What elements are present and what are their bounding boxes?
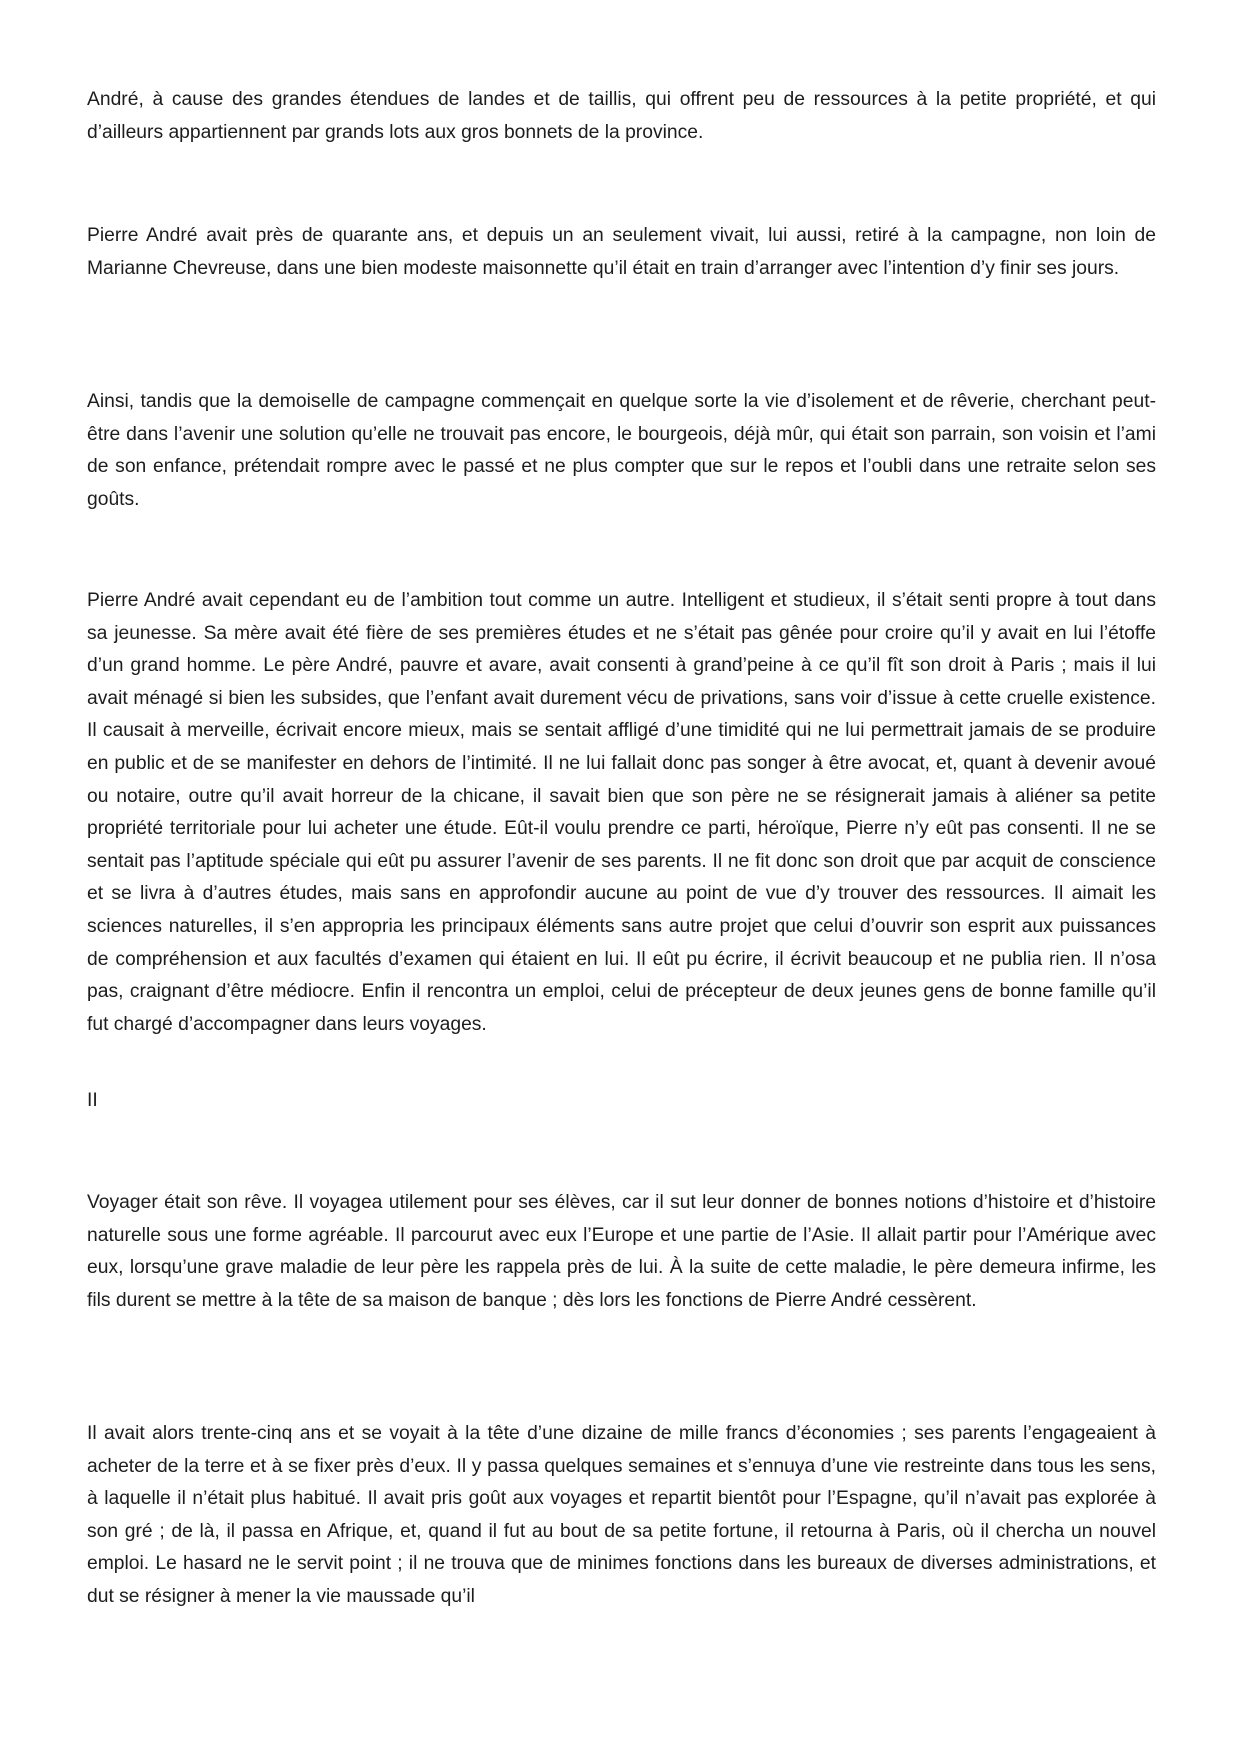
paragraph-4: Pierre André avait cependant eu de l’ambition tout comme un autre. Intelligent et studieux, il s’était senti propre à tout dans sa jeunesse. Sa mère avait été fière de ses premières études et ne s’était pas gênée pour croire qu’il y avait en lui l’étoffe d’un grand homme. Le père André, pauvre et avare, avait consenti à grand’peine à ce qu’il fît son droit à Paris ; mais il lui avait ménagé si bien les subsides, que l’enfant avait durement vécu de privations, sans voir d’issue à cette cruelle existence. Il causait à merveille, écrivait encore mieux, mais se sentait affligé d’une timidité qui ne lui permettrait jamais de se produire en public et de se manifester en dehors de l’intimité. Il ne lui fallait donc pas songer à être avocat, et, quant à devenir avoué ou notaire, outre qu’il avait horreur de la chicane, il savait bien que son père ne se résignerait jamais à aliéner sa petite propriété territoriale pour lui acheter une étude. Eût-il voulu prendre ce parti, héroïque, Pierre n’y eût pas consenti. Il ne se sentait pas l’aptitude spéciale qui eût pu assurer l’avenir de ses parents. Il ne fit donc son droit que par acquit de conscience et se livra à d’autres études, mais sans en approfondir aucune au point de vue d’y trouver des ressources. Il aimait les sciences naturelles, il s’en appropria les principaux éléments sans autre projet que celui d’ouvrir son esprit aux puissances de compréhension et aux facultés d’examen qui étaient en lui. Il eût pu écrire, il écrivit beaucoup et ne publia rien. Il n’osa pas, craignant d’être médiocre. Enfin il rencontra un emploi, celui de précepteur de deux jeunes gens de bonne famille qu’il fut chargé d’accompagner dans leurs voyages. [87,590,1156,1035]
paragraph-5: Voyager était son rêve. Il voyagea utilement pour ses élèves, car il sut leur donner de bonnes notions d’histoire et d’histoire naturelle sous une forme agréable. Il parcourut avec eux l’Europe et une partie de l’Asie. Il allait partir pour l’Amérique avec eux, lorsqu’une grave maladie de leur père les rappela près de lui. À la suite de cette maladie, le père demeura infirme, les fils durent se mettre à la tête de sa maison de banque ; dès lors les fonctions de Pierre André cessèrent. [87,1192,1156,1311]
paragraph-6: Il avait alors trente-cinq ans et se voyait à la tête d’une dizaine de mille francs d’économies ; ses parents l’engageaient à acheter de la terre et à se fixer près d’eux. Il y passa quelques semaines et s’ennuya d’une vie restreinte dans tous les sens, à laquelle il n’était plus habitué. Il avait pris goût aux voyages et repartit bientôt pour l’Espagne, qu’il n’avait pas explorée à son gré ; de là, il passa en Afrique, et, quand il fut au bout de sa petite fortune, il retourna à Paris, où il chercha un nouvel emploi. Le hasard ne le servit point ; il ne trouva que de minimes fonctions dans les bureaux de diverses administrations, et dut se résigner à mener la vie maussade qu’il [87,1423,1156,1607]
paragraph-1: André, à cause des grandes étendues de landes et de taillis, qui offrent peu de ressources à la petite propriété, et qui d’ailleurs appartiennent par grands lots aux gros bonnets de la province. [87,89,1156,143]
chapter-heading: II [87,1090,98,1111]
paragraph-2: Pierre André avait près de quarante ans, et depuis un an seulement vivait, lui aussi, retiré à la campagne, non loin de Marianne Chevreuse, dans une bien modeste maisonnette qu’il était en train d’arranger avec l’intention d’y finir ses jours. [87,225,1156,279]
paragraph-3: Ainsi, tandis que la demoiselle de campagne commençait en quelque sorte la vie d’isolement et de rêverie, cherchant peut-être dans l’avenir une solution qu’elle ne trouvait pas encore, le bourgeois, déjà mûr, qui était son parrain, son voisin et l’ami de son enfance, prétendait rompre avec le passé et ne plus compter que sur le repos et l’oubli dans une retraite selon ses goûts. [87,391,1156,510]
